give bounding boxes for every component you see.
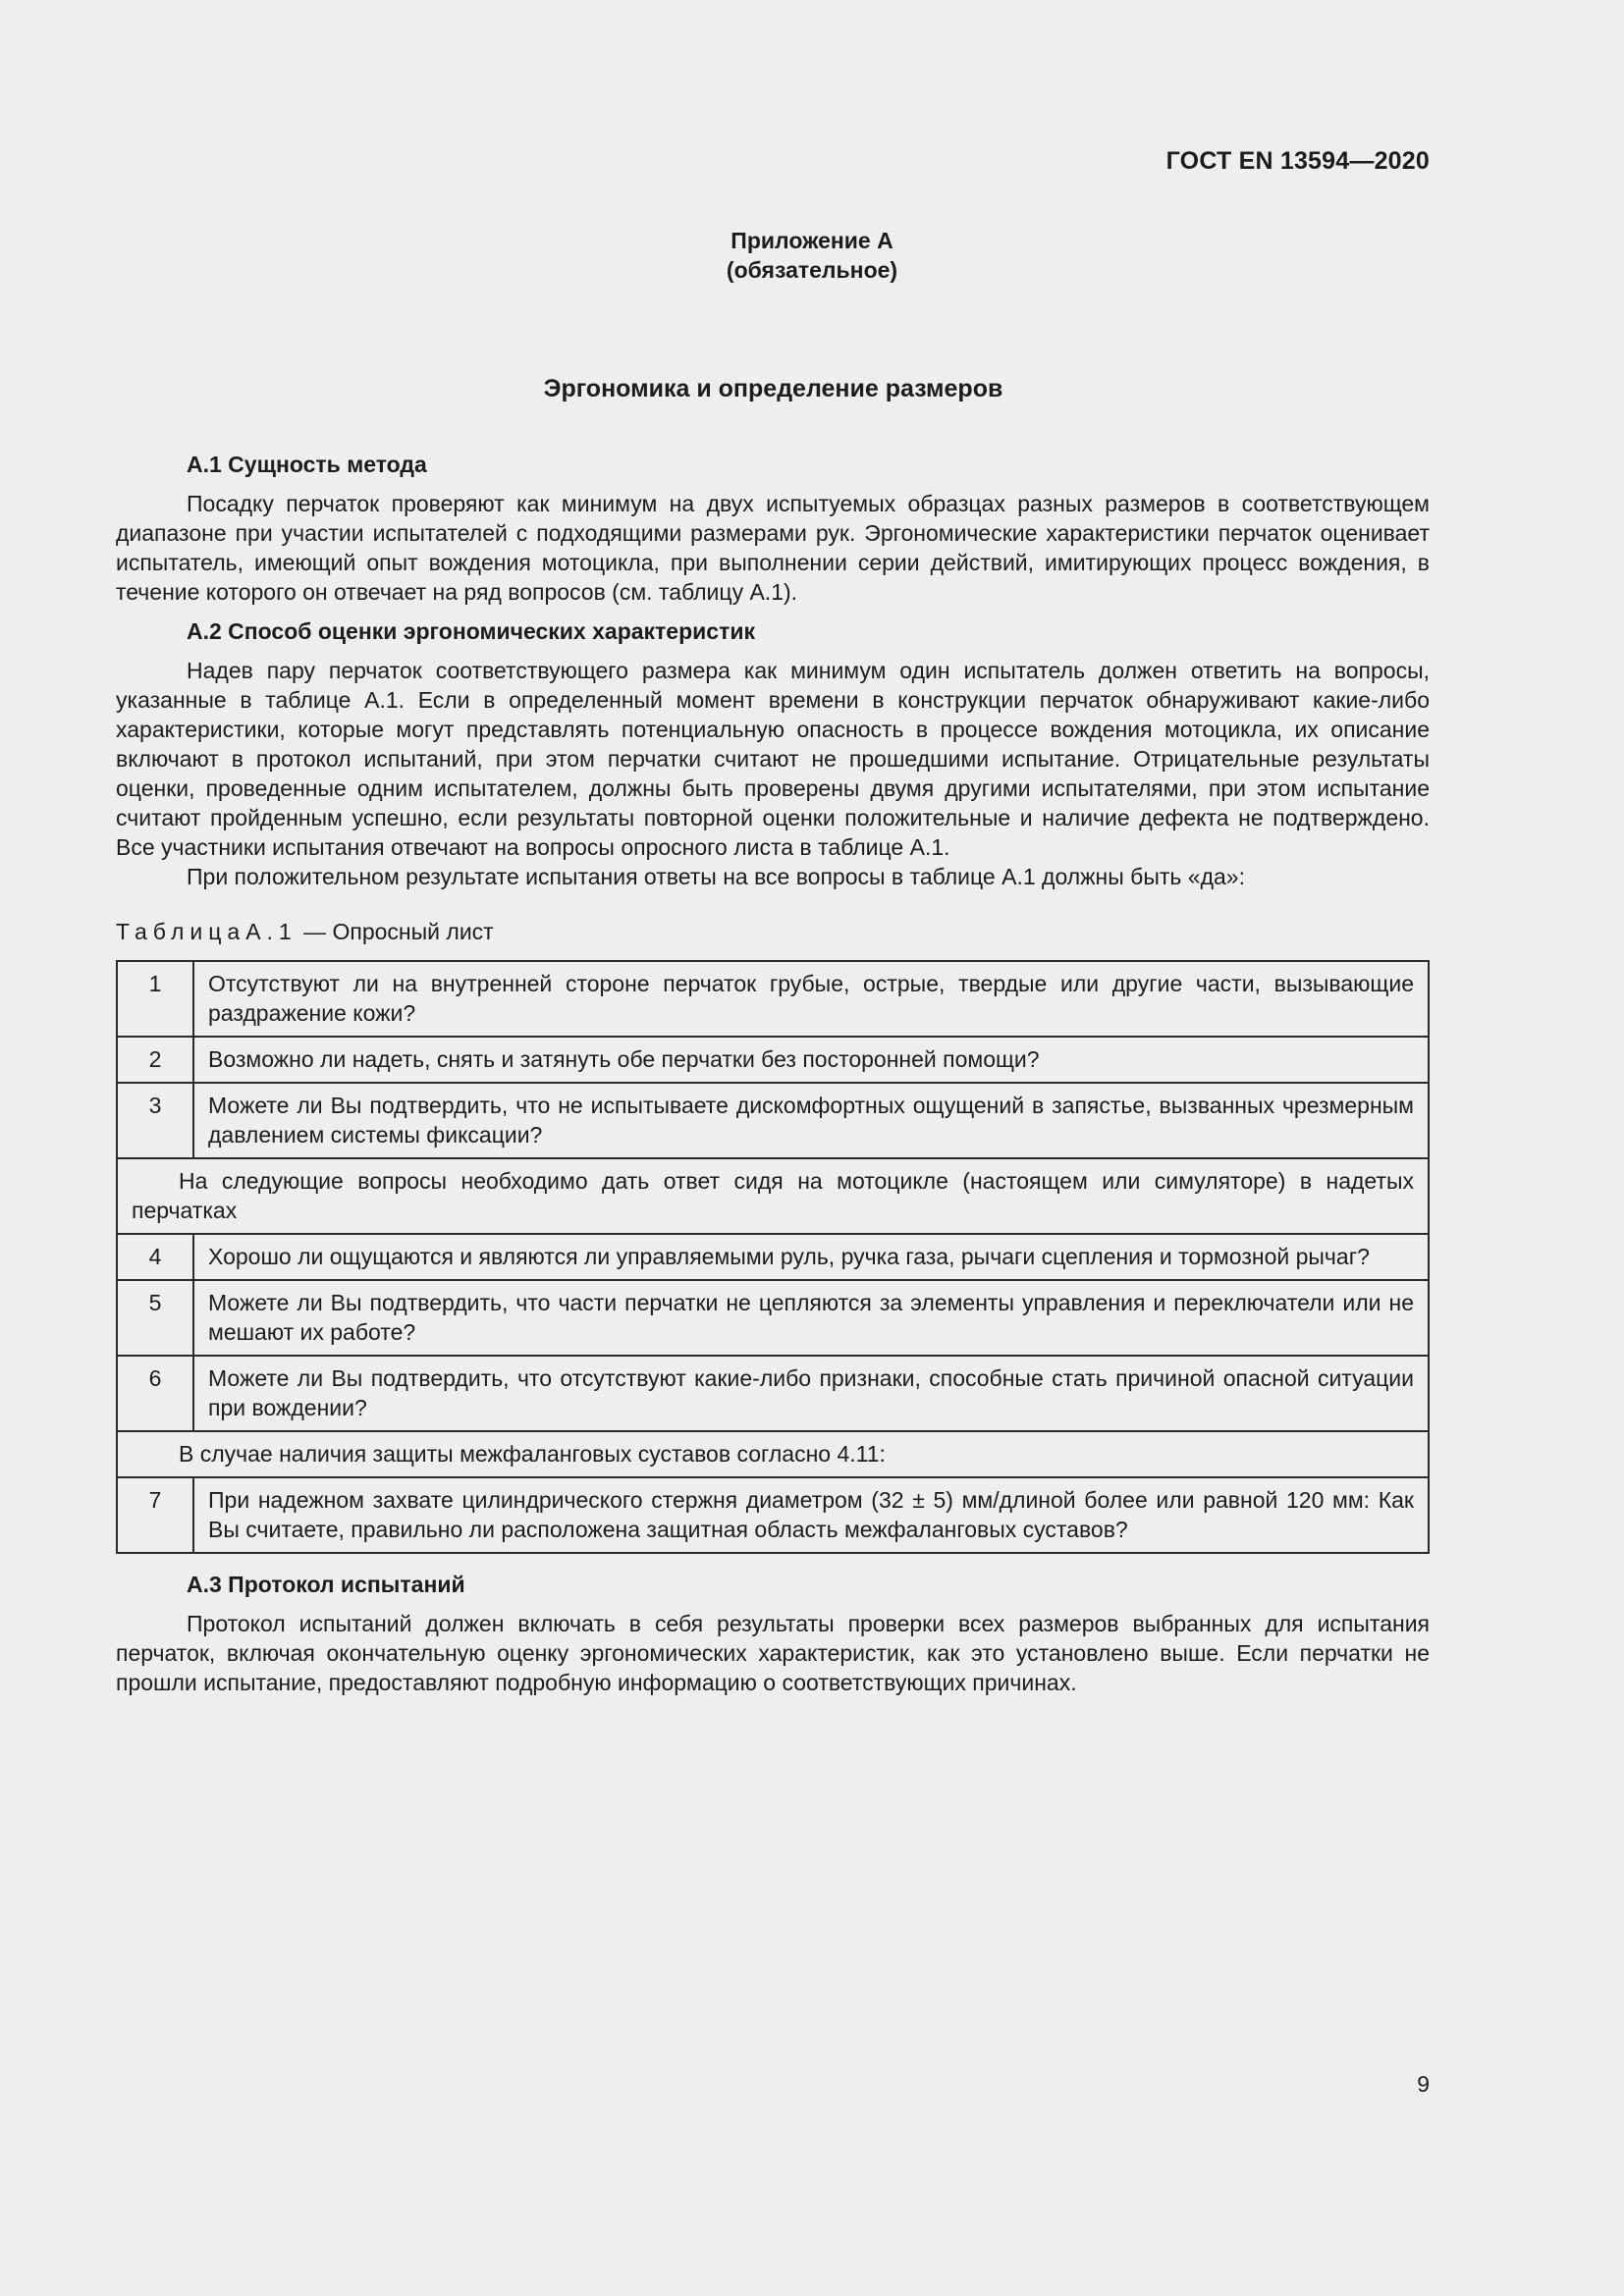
table-section-note: В случае наличия защиты межфаланговых суставов согласно 4.11: — [117, 1431, 1429, 1477]
row-question: Хорошо ли ощущаются и являются ли управляемыми руль, ручка газа, рычаги сцепления и тормозной рычаг? — [193, 1234, 1429, 1280]
annex-title: Приложение А — [731, 228, 893, 253]
table-row — [117, 1356, 1429, 1431]
table-section-row — [117, 1158, 1429, 1234]
section-a1-text: Посадку перчаток проверяют как минимум на двух испытуемых образцах разных размеров в соответствующем диапазоне при участии испытателей с подходящими размерами рук. Эргономические характеристики перчаток оценивает испытатель, имеющий опыт вождения мотоцикла, при выполнении серии действий, имитирующих процесс вождения, в течение которого он отвечает на ряд вопросов (см. таблицу А.1). — [116, 491, 1430, 605]
row-number: 3 — [117, 1083, 193, 1158]
table-row — [117, 1037, 1429, 1083]
page-number: 9 — [1417, 2071, 1430, 2097]
row-question: При надежном захвате цилиндрического стержня диаметром (32 ± 5) мм/длиной более или равной 120 мм: Как Вы считаете, правильно ли расположена защитная область межфаланговых суставов? — [193, 1477, 1429, 1553]
row-number: 1 — [117, 961, 193, 1037]
row-number: 5 — [117, 1280, 193, 1356]
standard-code: ГОСТ EN 13594—2020 — [1165, 147, 1430, 175]
section-a2-text-2: При положительном результате испытания ответы на все вопросы в таблице А.1 должны быть «да»: — [187, 864, 1245, 889]
row-question: Можете ли Вы подтвердить, что части перчатки не цепляются за элементы управления и переключатели или не мешают их работе? — [193, 1280, 1429, 1356]
table-caption — [116, 917, 1430, 946]
annex-label — [0, 226, 1624, 285]
section-a2-heading: А.2 Способ оценки эргономических характеристик — [187, 618, 755, 644]
table-caption-number: А.1 — [245, 919, 298, 944]
row-number: 6 — [117, 1356, 193, 1431]
row-question: Можете ли Вы подтвердить, что не испытываете дискомфортных ощущений в запястье, вызванных чрезмерным давлением системы фиксации? — [193, 1083, 1429, 1158]
row-number: 4 — [117, 1234, 193, 1280]
questionnaire-table — [116, 960, 1430, 1554]
section-a1-heading: А.1 Сущность метода — [187, 452, 427, 477]
table-row — [117, 1234, 1429, 1280]
section-a3-heading: А.3 Протокол испытаний — [187, 1572, 465, 1597]
row-number: 7 — [117, 1477, 193, 1553]
row-question: Можете ли Вы подтвердить, что отсутствуют какие-либо признаки, способные стать причиной опасной ситуации при вождении? — [193, 1356, 1429, 1431]
row-number: 2 — [117, 1037, 193, 1083]
row-question: Возможно ли надеть, снять и затянуть обе перчатки без посторонней помощи? — [193, 1037, 1429, 1083]
table-row — [117, 1280, 1429, 1356]
annex-status: (обязательное) — [726, 257, 898, 283]
row-question: Отсутствуют ли на внутренней стороне перчаток грубые, острые, твердые или другие части, вызывающие раздражение кожи? — [193, 961, 1429, 1037]
document-body — [116, 450, 1430, 1697]
table-caption-title: — Опросный лист — [297, 919, 494, 944]
table-section-note: На следующие вопросы необходимо дать ответ сидя на мотоцикле (настоящем или симуляторе) в надетых перчатках — [117, 1158, 1429, 1234]
table-row — [117, 1083, 1429, 1158]
table-row — [117, 961, 1429, 1037]
table-caption-label: Таблица — [116, 919, 246, 944]
table-section-row — [117, 1431, 1429, 1477]
section-a3-text: Протокол испытаний должен включать в себя результаты проверки всех размеров выбранных для испытания перчаток, включая окончательную оценку эргономических характеристик, как это установлено выше. Если перчатки не прошли испытание, предоставляют подробную информацию о соответствующих причинах. — [116, 1611, 1430, 1695]
section-a2-text-1: Надев пару перчаток соответствующего размера как минимум один испытатель должен ответить на вопросы, указанные в таблице А.1. Если в определенный момент времени в конструкции перчаток обнаруживают какие-либо характеристики, которые могут представлять потенциальную опасность в процессе вождения мотоцикла, их описание включают в протокол испытаний, при этом перчатки считают не прошедшими испытание. Отрицательные результаты оценки, проведенные одним испытателем, должны быть проверены двумя другими испытателями, при этом испытание считают пройденным успешно, если результаты повторной оценки положительные и наличие дефекта не подтверждено. Все участники испытания отвечают на вопросы опросного листа в таблице А.1. — [116, 658, 1430, 860]
table-row — [117, 1477, 1429, 1553]
annex-heading: Эргономика и определение размеров — [543, 375, 1003, 402]
